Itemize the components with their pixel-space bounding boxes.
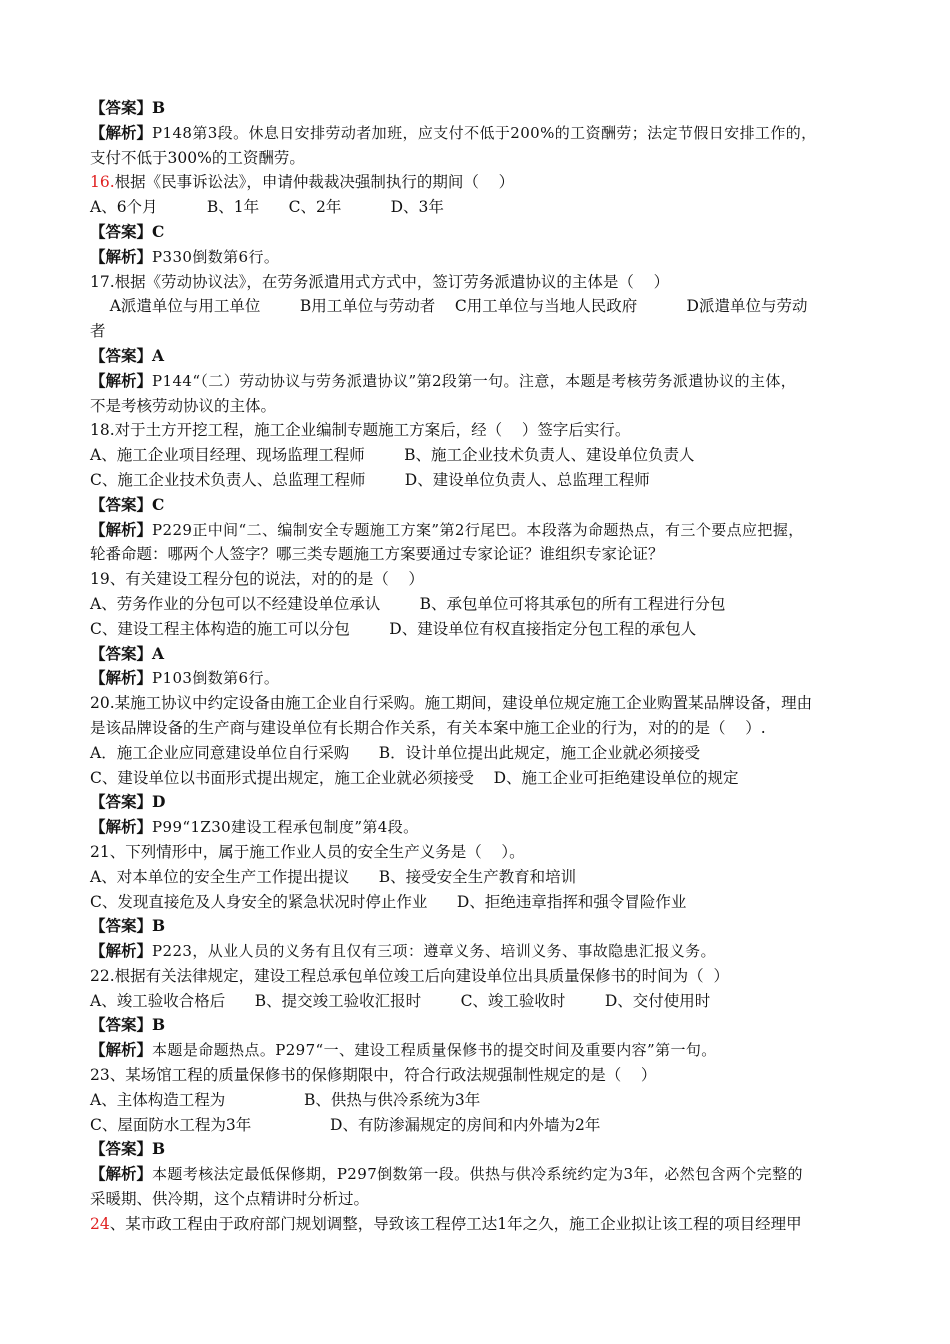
line-text: 、某市政工程由于政府部门规划调整，导致该工程停工达1年之久，施工企业拟让该工程的项目经理甲 xyxy=(109,1214,802,1233)
line-label: 【解析】 xyxy=(90,122,153,142)
line-text: P99“1Z30建设工程承包制度”第4段。 xyxy=(152,818,419,837)
line-label: 【解析】 xyxy=(90,370,153,390)
explanation-line xyxy=(90,666,890,691)
line-label: 【答案】 xyxy=(90,792,153,812)
question-line xyxy=(90,1212,890,1237)
line-text: 20.某施工协议中约定设备由施工企业自行采购。施工期间，建设单位规定施工企业购置某品牌设备，理由 xyxy=(90,694,813,713)
line-text: C、发现直接危及人身安全的紧急状况时停止作业 D、拒绝违章指挥和强令冒险作业 xyxy=(90,892,687,911)
line-text: 本题考核法定最低保修期，P297倒数第一段。供热与供冷系统约定为3年，必然包含两个完整的 xyxy=(152,1165,803,1184)
document-page xyxy=(90,96,890,1237)
text-line xyxy=(90,294,890,319)
text-line xyxy=(90,394,890,419)
text-line xyxy=(90,766,890,791)
line-text: P148第3段。休息日安排劳动者加班，应支付不低于200%的工资酬劳；法定节假日安排工作的， xyxy=(152,123,817,142)
line-text: P144“（二）劳动协议与劳务派遣协议”第2段第一句。注意，本题是考核劳务派遣协议的主体， xyxy=(152,371,797,390)
line-label: 【答案】 xyxy=(90,221,153,241)
line-text: A xyxy=(152,345,165,365)
line-label: 【解析】 xyxy=(90,817,153,837)
line-text: 支付不低于300%的工资酬劳。 xyxy=(90,148,305,167)
line-text: C xyxy=(152,494,165,514)
answer-line xyxy=(90,790,890,815)
text-line xyxy=(90,319,890,344)
text-line xyxy=(90,741,890,766)
answer-line xyxy=(90,642,890,667)
text-line xyxy=(90,195,890,220)
explanation-line xyxy=(90,1038,890,1063)
line-text: A、施工企业项目经理、现场监理工程师 B、施工企业技术负责人、建设单位负责人 xyxy=(90,446,695,465)
line-text: P330倒数第6行。 xyxy=(152,247,280,266)
line-label: 【答案】 xyxy=(90,1139,153,1159)
text-line xyxy=(90,592,890,617)
question-line xyxy=(90,170,890,195)
answer-line xyxy=(90,1013,890,1038)
line-text: D xyxy=(152,792,166,812)
line-text: 18.对于土方开挖工程，施工企业编制专题施工方案后，经（ ）签字后实行。 xyxy=(90,421,631,440)
line-text: A派遣单位与用工单位 B用工单位与劳动者 C用工单位与当地人民政府 D派遣单位与劳动 xyxy=(90,297,808,316)
line-label: 【解析】 xyxy=(90,246,153,266)
answer-line xyxy=(90,1137,890,1162)
text-line xyxy=(90,1187,890,1212)
line-text: 是该品牌设备的生产商与建设单位有长期合作关系，有关本案中施工企业的行为，对的的是（ ）. xyxy=(90,718,766,737)
line-text: A、6个月 B、1年 C、2年 D、3年 xyxy=(90,198,444,217)
line-label: 【解析】 xyxy=(90,668,153,688)
explanation-line xyxy=(90,1162,890,1187)
text-line xyxy=(90,840,890,865)
line-text: 采暖期、供冷期，这个点精讲时分析过。 xyxy=(90,1190,370,1209)
answer-line xyxy=(90,914,890,939)
line-text: 23、某场馆工程的质量保修书的保修期限中，符合行政法规强制性规定的是（ ） xyxy=(90,1066,657,1085)
explanation-line xyxy=(90,369,890,394)
line-text: A xyxy=(152,643,165,663)
line-text: 21、下列情形中，属于施工作业人员的安全生产义务是（ ）。 xyxy=(90,842,525,861)
line-text: 19、有关建设工程分包的说法，对的的是（ ） xyxy=(90,570,424,589)
line-label: 【答案】 xyxy=(90,98,153,117)
text-line xyxy=(90,989,890,1014)
line-text: 者 xyxy=(90,322,106,341)
explanation-line xyxy=(90,939,890,964)
text-line xyxy=(90,146,890,171)
text-line xyxy=(90,691,890,716)
explanation-line xyxy=(90,815,890,840)
line-text: B xyxy=(152,1139,166,1159)
text-line xyxy=(90,1088,890,1113)
line-text: C xyxy=(152,221,165,241)
line-label: 【答案】 xyxy=(90,643,153,663)
line-text: P103倒数第6行。 xyxy=(152,669,280,688)
answer-line xyxy=(90,220,890,245)
line-text: C、建设工程主体构造的施工可以分包 D、建设单位有权直接指定分包工程的承包人 xyxy=(90,619,697,638)
question-number: 16. xyxy=(90,173,115,192)
line-text: C、施工企业技术负责人、总监理工程师 D、建设单位负责人、总监理工程师 xyxy=(90,470,650,489)
line-text: 本题是命题热点。P297“一、建设工程质量保修书的提交时间及重要内容”第一句。 xyxy=(152,1041,717,1060)
line-text: P223，从业人员的义务有且仅有三项：遵章义务、培训义务、事故隐患汇报义务。 xyxy=(152,942,716,961)
text-line xyxy=(90,964,890,989)
line-label: 【答案】 xyxy=(90,494,153,514)
line-label: 【解析】 xyxy=(90,1164,153,1184)
question-number: 24 xyxy=(90,1214,110,1233)
line-text: B xyxy=(152,1015,166,1035)
line-text: 不是考核劳动协议的主体。 xyxy=(90,396,277,415)
line-text: A、竣工验收合格后 B、提交竣工验收汇报时 C、竣工验收时 D、交付使用时 xyxy=(90,991,711,1010)
line-label: 【解析】 xyxy=(90,519,153,539)
line-text: 根据《民事诉讼法》，申请仲裁裁决强制执行的期间（ ） xyxy=(114,173,515,192)
explanation-line xyxy=(90,245,890,270)
line-label: 【解析】 xyxy=(90,941,153,961)
text-line xyxy=(90,418,890,443)
text-line xyxy=(90,443,890,468)
line-text: B xyxy=(152,98,166,117)
line-text: A、对本单位的安全生产工作提出提议 B、接受安全生产教育和培训 xyxy=(90,867,577,886)
text-line xyxy=(90,468,890,493)
answer-line xyxy=(90,493,890,518)
text-line xyxy=(90,1113,890,1138)
line-text: 轮番命题：哪两个人签字？哪三类专题施工方案要通过专家论证？谁组织专家论证？ xyxy=(90,545,664,564)
line-text: 17.根据《劳动协议法》，在劳务派遣用式方式中，签订劳务派遣协议的主体是（ ） xyxy=(90,272,670,291)
text-line xyxy=(90,1063,890,1088)
explanation-line xyxy=(90,121,890,146)
line-text: P229正中间“二、编制安全专题施工方案”第2行尾巴。本段落为命题热点，有三个要点应把握， xyxy=(152,520,804,539)
text-line xyxy=(90,270,890,295)
line-label: 【答案】 xyxy=(90,345,153,365)
answer-line xyxy=(90,344,890,369)
line-label: 【答案】 xyxy=(90,1015,153,1035)
text-line xyxy=(90,716,890,741)
line-text: C、建设单位以书面形式提出规定，施工企业就必须接受 D、施工企业可拒绝建设单位的规定 xyxy=(90,768,739,787)
text-line xyxy=(90,542,890,567)
answer-line xyxy=(90,96,890,121)
line-label: 【解析】 xyxy=(90,1040,153,1060)
line-text: 22.根据有关法律规定，建设工程总承包单位竣工后向建设单位出具质量保修书的时间为（ ） xyxy=(90,966,730,985)
line-text: B xyxy=(152,916,166,936)
line-text: A、主体构造工程为 B、供热与供冷系统为3年 xyxy=(90,1090,481,1109)
line-text: A．施工企业应同意建设单位自行采购 B．设计单位提出此规定，施工企业就必须接受 xyxy=(90,743,701,762)
text-line xyxy=(90,617,890,642)
explanation-line xyxy=(90,518,890,543)
text-line xyxy=(90,865,890,890)
line-text: C、屋面防水工程为3年 D、有防渗漏规定的房间和内外墙为2年 xyxy=(90,1115,601,1134)
line-label: 【答案】 xyxy=(90,916,153,936)
text-line xyxy=(90,890,890,915)
text-line xyxy=(90,567,890,592)
line-text: A、劳务作业的分包可以不经建设单位承认 B、承包单位可将其承包的所有工程进行分包 xyxy=(90,594,726,613)
